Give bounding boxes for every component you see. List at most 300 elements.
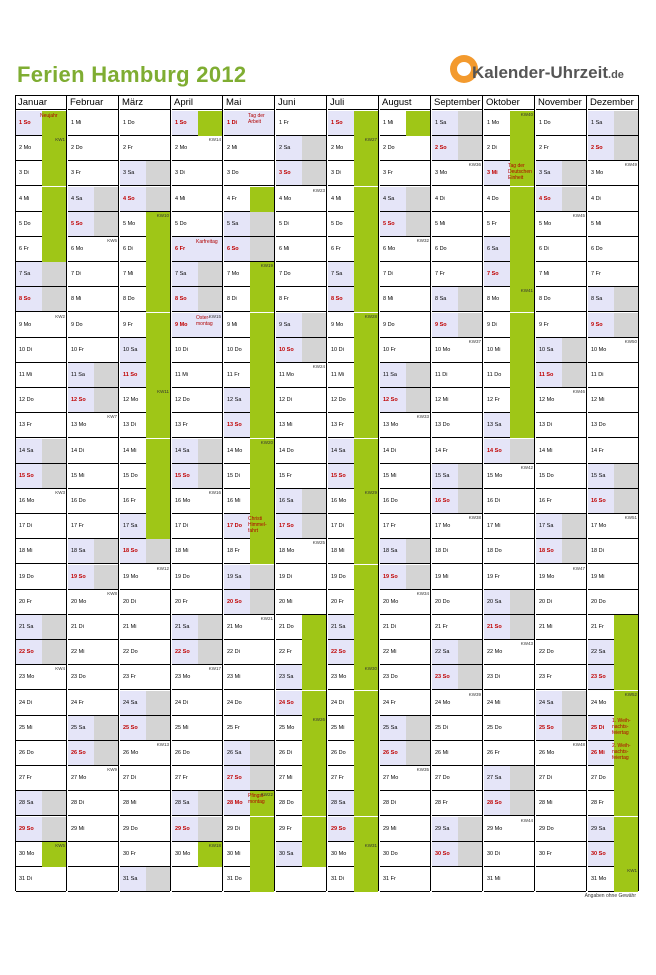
weekend-marker: [94, 716, 118, 740]
vacation-marker: [406, 111, 430, 136]
weekend-marker: [198, 615, 222, 639]
day-label: 7 So: [487, 271, 499, 278]
week-number: KW14: [208, 137, 221, 143]
month-header: Januar: [16, 96, 66, 110]
vacation-marker: [250, 867, 274, 892]
day-cell: [536, 212, 586, 237]
day-label: 22 So: [175, 649, 190, 656]
day-cell: [588, 313, 638, 338]
day-cell: [536, 842, 586, 867]
day-label: 19 Mo: [123, 573, 139, 580]
day-label: 5 Di: [279, 220, 289, 227]
day-cell: [380, 111, 430, 136]
day-label: 5 Mi: [591, 220, 602, 227]
day-label: 31 Mi: [487, 876, 501, 882]
day-label: 17 Sa: [539, 523, 554, 530]
day-label: 28 Do: [279, 800, 294, 807]
day-label: 15 So: [331, 472, 346, 479]
month-header: Dezember: [588, 96, 638, 110]
vacation-marker: [354, 741, 378, 766]
day-label: 22 Sa: [435, 649, 450, 656]
vacation-marker: [354, 691, 378, 716]
day-cell: [224, 413, 274, 438]
day-cell: [172, 565, 222, 590]
day-cell: [328, 539, 378, 564]
day-cell: [172, 212, 222, 237]
day-label: 12 So: [383, 397, 398, 404]
day-label: 1 Mo: [487, 120, 500, 126]
day-cell: [276, 237, 326, 262]
day-label: 10 Di: [19, 346, 32, 353]
day-cell: [380, 313, 430, 338]
day-label: 30 Di: [487, 850, 500, 857]
day-label: 20 Do: [435, 598, 450, 605]
day-cell: [484, 565, 534, 590]
day-label: 28 Fr: [435, 800, 448, 807]
day-label: 27 Mi: [279, 775, 293, 782]
day-cell: [120, 842, 170, 867]
weekend-marker: [458, 136, 482, 160]
day-cell: [172, 313, 222, 338]
day-cell: [536, 565, 586, 590]
day-label: 14 Mi: [123, 447, 137, 454]
day-label: 2 Mo: [331, 145, 344, 152]
day-cell: [16, 338, 66, 363]
weekend-marker: [458, 489, 482, 513]
day-label: 21 Sa: [19, 624, 34, 630]
day-cell: [224, 212, 274, 237]
day-cell: [224, 262, 274, 287]
day-label: 6 Fr: [175, 246, 186, 252]
week-number: KW18: [208, 842, 221, 848]
weekend-marker: [250, 590, 274, 614]
day-label: 27 Fr: [331, 775, 344, 782]
vacation-marker: [250, 464, 274, 489]
day-label: 14 Di: [383, 447, 396, 454]
day-cell: [172, 766, 222, 791]
weekend-marker: [510, 615, 534, 639]
day-label: 12 Mo: [539, 397, 555, 404]
day-cell: [16, 212, 66, 237]
day-label: 16 So: [591, 498, 606, 504]
day-label: 13 Sa: [487, 422, 502, 429]
day-label: 10 Sa: [539, 346, 554, 353]
day-cell: [484, 187, 534, 212]
day-cell: [536, 615, 586, 640]
day-label: 27 Di: [123, 775, 136, 782]
day-label: 13 Mo: [71, 422, 87, 429]
day-label: 10 Fr: [71, 346, 84, 353]
day-cell: [536, 338, 586, 363]
weekend-marker: [562, 539, 586, 563]
day-label: 28 Di: [71, 800, 84, 807]
week-number: KW6: [107, 238, 117, 243]
year-calendar-grid: [15, 95, 639, 891]
weekend-marker: [302, 161, 326, 185]
day-label: 27 Mo: [71, 775, 87, 782]
day-cell: [16, 716, 66, 741]
day-label: 3 Mi: [487, 170, 498, 177]
day-label: 23 Sa: [279, 674, 294, 681]
vacation-marker: [354, 262, 378, 287]
weekend-marker: [94, 539, 118, 563]
week-number: KW1: [55, 137, 65, 143]
day-label: 25 Mi: [175, 724, 189, 731]
day-label: 21 So: [487, 624, 502, 630]
day-label: 30 So: [435, 850, 450, 857]
day-label: 1 Sa: [435, 120, 447, 126]
day-cell: [276, 514, 326, 539]
day-cell: [484, 716, 534, 741]
day-cell: [224, 741, 274, 766]
day-label: 10 Sa: [123, 346, 138, 353]
day-label: 14 Mo: [227, 447, 243, 454]
weekend-marker: [406, 388, 430, 412]
day-label: 29 Do: [539, 825, 554, 832]
vacation-marker: [42, 161, 66, 186]
day-cell: [276, 161, 326, 186]
day-cell: [224, 136, 274, 161]
day-label: 5 So: [383, 220, 395, 227]
weekend-marker: [302, 338, 326, 362]
weekend-marker: [250, 766, 274, 790]
day-label: 13 Di: [539, 422, 552, 429]
vacation-marker: [302, 640, 326, 665]
day-label: 17 Di: [19, 523, 32, 530]
day-label: 25 Mo: [279, 724, 295, 731]
vacation-marker: [354, 111, 378, 136]
day-cell: [432, 665, 482, 690]
week-number: KW52: [624, 691, 637, 697]
vacation-marker: [42, 237, 66, 262]
day-label: 13 Mi: [279, 422, 293, 429]
day-cell: [484, 539, 534, 564]
day-label: 18 Fr: [227, 548, 240, 555]
day-label: 28 Sa: [331, 800, 346, 807]
holiday-label: Oster-montag: [196, 314, 213, 327]
day-cell: [172, 388, 222, 413]
day-label: 22 Mi: [383, 649, 397, 656]
day-cell: [68, 741, 118, 766]
day-cell: [120, 665, 170, 690]
day-cell: [484, 338, 534, 363]
week-number: KW29: [364, 490, 377, 495]
week-number: KW24: [312, 364, 325, 369]
day-label: 6 Di: [123, 246, 133, 252]
day-cell: [68, 791, 118, 816]
day-cell: [536, 363, 586, 388]
month-column: [484, 96, 535, 891]
month-column: [432, 96, 483, 891]
vacation-marker: [354, 287, 378, 312]
day-cell: [16, 615, 66, 640]
day-label: 22 So: [19, 649, 34, 656]
day-cell: [16, 791, 66, 816]
month-column: [172, 96, 223, 891]
day-cell: [432, 766, 482, 791]
month-header: September: [434, 97, 481, 108]
day-cell: [588, 716, 638, 741]
day-label: 9 Mo: [331, 321, 344, 328]
day-label: 8 Fr: [279, 296, 289, 303]
day-cell: [380, 867, 430, 892]
day-label: 8 Mo: [487, 296, 500, 303]
weekend-marker: [458, 464, 482, 488]
day-cell: [172, 842, 222, 867]
day-cell: [16, 514, 66, 539]
day-label: 19 Mi: [435, 573, 449, 580]
day-cell: [120, 338, 170, 363]
week-number: KW31: [364, 842, 377, 848]
day-label: 4 Di: [435, 195, 445, 202]
day-cell: [276, 439, 326, 464]
weekend-marker: [302, 136, 326, 160]
day-cell: [172, 665, 222, 690]
vacation-marker: [354, 161, 378, 186]
day-cell: [68, 489, 118, 514]
day-cell: [380, 413, 430, 438]
day-label: 4 So: [123, 195, 135, 202]
weekend-marker: [510, 766, 534, 790]
day-cell: [536, 413, 586, 438]
day-cell: [120, 514, 170, 539]
day-cell: [16, 766, 66, 791]
day-label: 5 Do: [19, 220, 31, 227]
day-cell: [224, 363, 274, 388]
week-number: KW23: [312, 187, 325, 193]
day-label: 24 Sa: [123, 699, 138, 706]
day-cell: [16, 237, 66, 262]
day-cell: [328, 287, 378, 312]
day-cell: [484, 867, 534, 892]
day-label: 22 Do: [539, 649, 554, 656]
day-label: 14 So: [487, 447, 502, 454]
month-header: Juni: [276, 96, 326, 110]
day-cell: [120, 716, 170, 741]
site-logo[interactable]: [450, 55, 640, 89]
day-cell: [588, 439, 638, 464]
day-cell: [68, 287, 118, 312]
day-cell: [432, 565, 482, 590]
day-label: 29 Sa: [591, 825, 606, 832]
day-cell: [328, 413, 378, 438]
day-label: 1 So: [175, 120, 187, 126]
day-label: 18 So: [539, 548, 554, 555]
vacation-marker: [354, 464, 378, 489]
day-label: 17 Fr: [383, 523, 396, 530]
vacation-marker: [250, 187, 274, 212]
vacation-marker: [510, 313, 534, 338]
day-label: 30 Mo: [175, 850, 191, 857]
day-label: 18 Mi: [175, 548, 189, 555]
week-number: KW11: [157, 389, 169, 395]
day-label: 25 Mi: [331, 724, 345, 731]
day-label: 24 Do: [227, 699, 242, 706]
day-label: 11 Di: [435, 372, 448, 378]
weekend-marker: [406, 187, 430, 211]
day-label: 10 Mo: [591, 346, 607, 353]
day-label: 15 Mo: [487, 472, 503, 479]
day-cell: [16, 388, 66, 413]
day-label: 30 Fr: [123, 850, 136, 857]
day-cell: [68, 388, 118, 413]
day-cell: [484, 791, 534, 816]
day-cell: [276, 539, 326, 564]
day-cell: [432, 716, 482, 741]
day-label: 8 So: [331, 296, 343, 303]
day-label: 23 Mi: [227, 674, 241, 681]
day-cell: [276, 388, 326, 413]
day-cell: [172, 287, 222, 312]
vacation-marker: [42, 187, 66, 212]
vacation-marker: [302, 766, 326, 791]
week-number: KW20: [260, 439, 273, 445]
day-label: 20 Fr: [19, 598, 32, 605]
day-label: 1 Mi: [383, 120, 394, 126]
day-cell: [68, 187, 118, 212]
day-cell: [328, 615, 378, 640]
day-cell: [380, 565, 430, 590]
day-cell: [380, 388, 430, 413]
day-cell: [276, 136, 326, 161]
vacation-marker: [354, 413, 378, 438]
day-cell: [276, 212, 326, 237]
day-label: 10 Mo: [435, 346, 451, 353]
vacation-marker: [302, 615, 326, 640]
week-number: KW34: [416, 590, 429, 596]
vacation-marker: [146, 313, 170, 338]
day-cell: [536, 791, 586, 816]
week-number: KW5: [55, 842, 65, 848]
week-number: KW15: [208, 313, 221, 319]
weekend-marker: [198, 439, 222, 463]
day-label: 26 Mo: [539, 750, 555, 756]
weekend-marker: [562, 161, 586, 185]
day-cell: [68, 615, 118, 640]
day-cell: [172, 363, 222, 388]
week-number: KW25: [312, 540, 325, 546]
day-cell: [120, 136, 170, 161]
day-cell: [588, 842, 638, 867]
weekend-marker: [562, 187, 586, 211]
day-label: 9 Do: [71, 321, 83, 328]
day-label: 15 Do: [123, 472, 138, 479]
day-cell: [588, 136, 638, 161]
weekend-marker: [198, 464, 222, 488]
day-label: 3 Fr: [383, 170, 393, 177]
month-header: Februar: [68, 96, 118, 110]
day-cell: [484, 741, 534, 766]
day-cell: [120, 262, 170, 287]
day-cell: [68, 161, 118, 186]
day-label: 4 Do: [487, 195, 499, 202]
day-cell: [380, 741, 430, 766]
day-label: 26 Mi: [435, 750, 449, 756]
day-cell: [328, 363, 378, 388]
vacation-marker: [250, 413, 274, 438]
day-label: 17 Fr: [71, 523, 84, 530]
day-cell: [224, 464, 274, 489]
day-cell: [120, 363, 170, 388]
day-label: 8 Sa: [435, 296, 447, 303]
day-cell: [432, 514, 482, 539]
day-cell: [16, 111, 66, 136]
day-cell: [380, 464, 430, 489]
day-label: 29 Do: [123, 825, 138, 832]
day-cell: [588, 817, 638, 842]
vacation-marker: [250, 287, 274, 312]
day-label: 10 Mi: [487, 346, 501, 353]
weekend-marker: [42, 464, 66, 488]
day-label: 15 So: [19, 472, 34, 479]
day-cell: [380, 590, 430, 615]
day-cell: [276, 287, 326, 312]
day-label: 3 Di: [19, 170, 29, 177]
day-label: 28 Mo: [227, 800, 243, 807]
day-cell: [68, 514, 118, 539]
vacation-marker: [302, 791, 326, 816]
day-cell: [276, 691, 326, 716]
day-cell: [536, 691, 586, 716]
day-label: 8 Mi: [383, 296, 394, 303]
day-label: 12 So: [71, 397, 86, 404]
day-cell: [588, 363, 638, 388]
day-label: 10 Di: [175, 346, 188, 353]
day-cell: [224, 187, 274, 212]
month-column: [328, 96, 379, 891]
vacation-marker: [302, 741, 326, 766]
day-label: 28 Fr: [591, 800, 604, 807]
vacation-marker: [510, 136, 534, 161]
day-cell: [16, 464, 66, 489]
day-label: 25 Do: [487, 724, 502, 731]
day-cell: [16, 539, 66, 564]
weekend-marker: [406, 565, 430, 589]
vacation-marker: [614, 766, 638, 791]
day-cell: [380, 489, 430, 514]
day-label: 7 Do: [279, 271, 291, 278]
day-cell: [588, 615, 638, 640]
day-cell: [432, 136, 482, 161]
weekend-marker: [198, 791, 222, 815]
day-cell: [484, 212, 534, 237]
day-cell: [224, 716, 274, 741]
month-header: März: [120, 96, 170, 110]
day-label: 30 So: [591, 850, 606, 857]
day-label: 30 Mo: [331, 850, 347, 857]
day-label: 6 Fr: [331, 246, 341, 252]
day-label: 13 Do: [591, 422, 606, 429]
day-cell: [16, 640, 66, 665]
day-cell: [328, 590, 378, 615]
day-cell: [588, 212, 638, 237]
day-cell: [328, 313, 378, 338]
day-cell: [172, 489, 222, 514]
day-label: 31 Di: [331, 876, 344, 882]
day-cell: [224, 439, 274, 464]
day-label: 31 Fr: [383, 876, 396, 882]
day-label: 16 So: [435, 498, 450, 504]
week-number: KW46: [572, 389, 585, 395]
day-label: 29 So: [331, 825, 346, 832]
day-cell: [588, 691, 638, 716]
day-label: 25 Fr: [227, 724, 240, 731]
day-label: 21 Di: [71, 624, 84, 630]
day-label: 29 Mo: [487, 825, 503, 832]
day-cell: [276, 413, 326, 438]
day-cell: [224, 565, 274, 590]
day-label: 19 Do: [19, 573, 34, 580]
